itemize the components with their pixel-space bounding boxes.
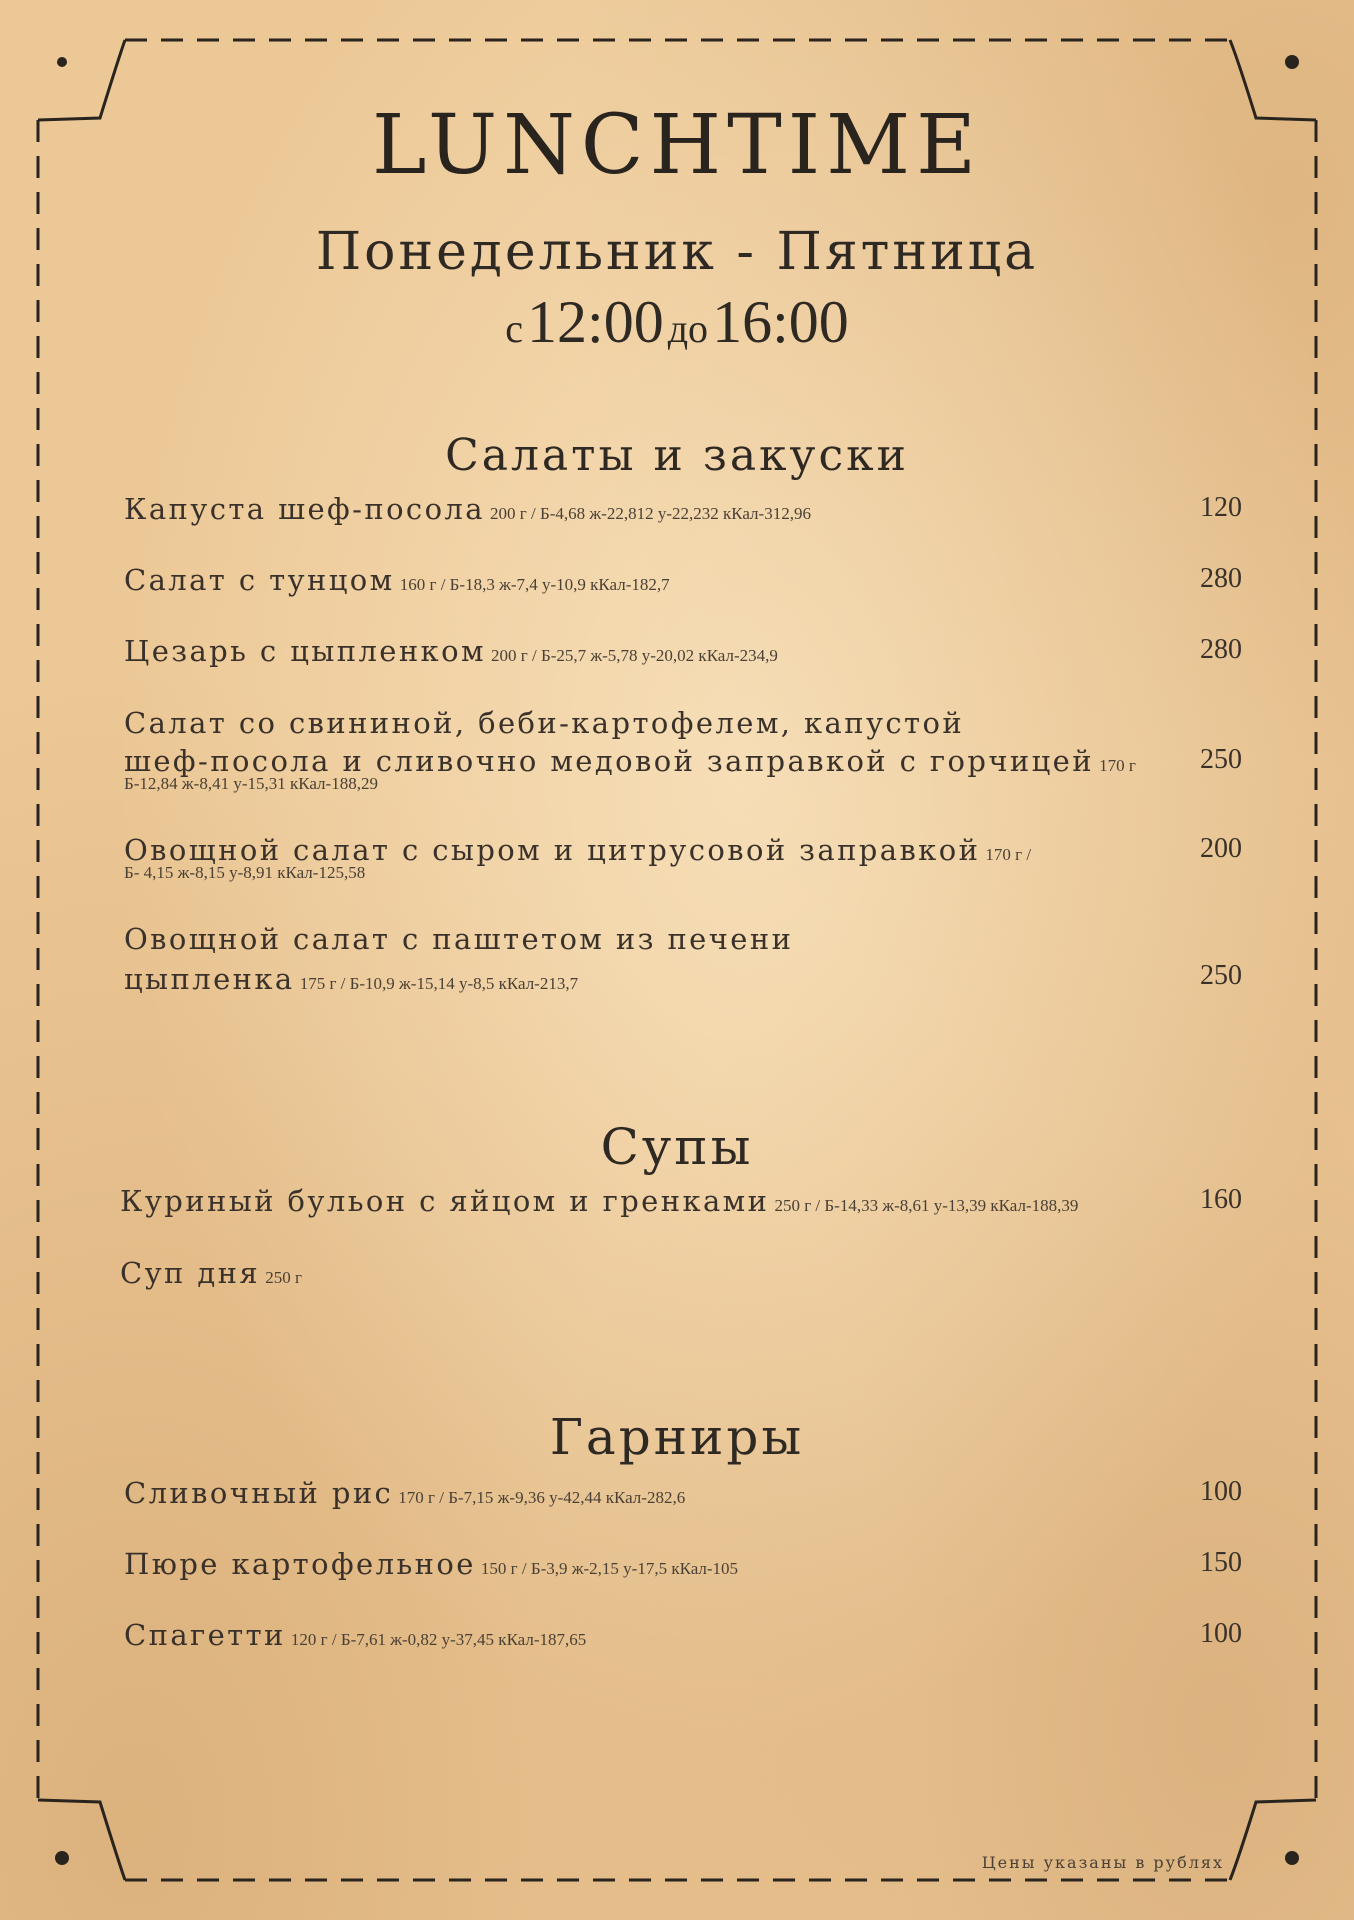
item-name: Куриный бульон с яйцом и гренками — [120, 1184, 770, 1218]
item-name-line2: цыпленка — [124, 962, 295, 996]
item-price: 250 — [1200, 960, 1242, 991]
hours-to-word: до — [667, 306, 709, 351]
item-name: Пюре картофельное — [124, 1547, 476, 1581]
menu-item — [124, 833, 1031, 883]
menu-item — [124, 706, 1136, 794]
hours-to: 16:00 — [712, 289, 849, 355]
item-info: 170 г / Б-7,15 ж-9,36 у-42,44 кКал-282,6 — [398, 1488, 686, 1507]
hours-from-word: с — [505, 306, 524, 351]
item-price: 280 — [1200, 634, 1242, 665]
menu-item — [124, 492, 811, 526]
menu-item — [124, 634, 778, 668]
section-title-sides: Гарниры — [549, 1408, 805, 1466]
item-info: Б-12,84 ж-8,41 у-15,31 кКал-188,29 — [124, 774, 378, 793]
item-price: 150 — [1200, 1547, 1242, 1578]
item-price: 160 — [1200, 1184, 1242, 1215]
item-name-line1: Салат со свининой, беби-картофелем, капустой — [124, 706, 965, 740]
item-name: Цезарь с цыпленком — [124, 634, 486, 668]
item-info: 250 г / Б-14,33 ж-8,61 у-13,39 кКал-188,39 — [774, 1196, 1079, 1215]
item-name: Салат с тунцом — [124, 563, 395, 597]
menu-item — [124, 922, 793, 996]
item-price: 100 — [1200, 1618, 1242, 1649]
item-name-line1: Овощной салат с паштетом из печени — [124, 922, 794, 956]
section-title-soups: Супы — [600, 1118, 754, 1176]
menu-hours — [0, 288, 1354, 357]
item-info: Б- 4,15 ж-8,15 у-8,91 кКал-125,58 — [124, 863, 366, 882]
menu-item — [124, 563, 670, 597]
item-weight: 170 г — [1099, 756, 1136, 775]
item-name: Спагетти — [124, 1618, 286, 1652]
section-title-salads: Салаты и закуски — [445, 430, 909, 481]
menu-title: LUNCHTIME — [372, 98, 982, 193]
menu-item — [120, 1184, 1078, 1218]
menu-item — [124, 1547, 738, 1581]
menu-item — [120, 1256, 302, 1290]
item-price: 280 — [1200, 563, 1242, 594]
item-info: 200 г / Б-25,7 ж-5,78 у-20,02 кКал-234,9 — [491, 646, 778, 665]
item-name: Капуста шеф-посола — [124, 492, 485, 526]
item-info: 120 г / Б-7,61 ж-0,82 у-37,45 кКал-187,65 — [290, 1630, 587, 1649]
menu-item — [124, 1476, 685, 1510]
item-price: 200 — [1200, 833, 1242, 864]
item-info: 150 г / Б-3,9 ж-2,15 у-17,5 кКал-105 — [480, 1559, 739, 1578]
item-price: 250 — [1200, 744, 1242, 775]
menu-item — [124, 1618, 586, 1652]
prices-note: Цены указаны в рублях — [981, 1853, 1224, 1872]
item-name-line2: шеф-посола и сливочно медовой заправкой с горчицей — [124, 744, 1094, 778]
item-info: 160 г / Б-18,3 ж-7,4 у-10,9 кКал-182,7 — [399, 575, 670, 594]
item-info: 200 г / Б-4,68 ж-22,812 у-22,232 кКал-312,96 — [490, 504, 811, 523]
item-price: 100 — [1200, 1476, 1242, 1507]
menu-days: Понедельник - Пятница — [315, 222, 1039, 282]
item-name: Овощной салат с сыром и цитрусовой заправкой — [124, 833, 981, 867]
item-info: 175 г / Б-10,9 ж-15,14 у-8,5 кКал-213,7 — [299, 974, 579, 993]
item-info: 250 г — [265, 1268, 302, 1287]
item-weight: 170 г / — [985, 845, 1032, 864]
item-name: Суп дня — [120, 1256, 261, 1290]
item-price: 120 — [1200, 492, 1242, 523]
item-name: Сливочный рис — [124, 1476, 394, 1510]
hours-from: 12:00 — [527, 289, 664, 355]
